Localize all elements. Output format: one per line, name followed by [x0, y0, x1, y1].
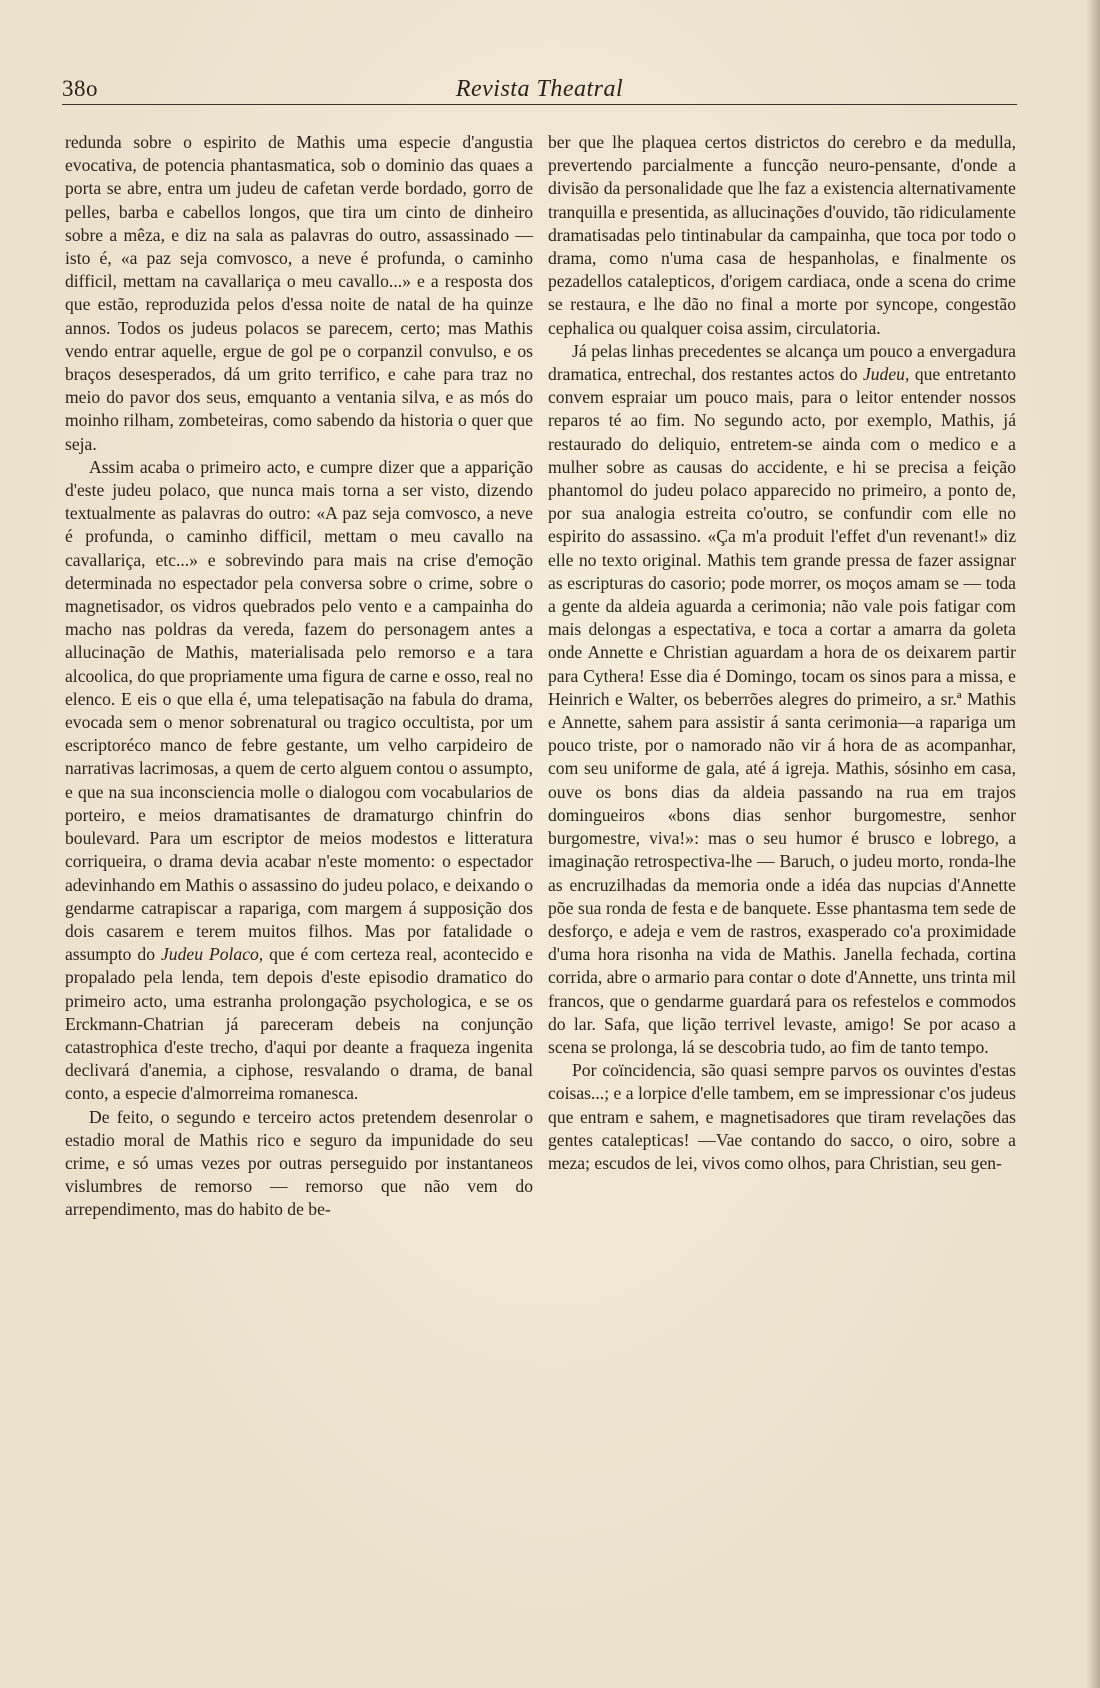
right-column [548, 131, 1016, 1175]
page-header [62, 76, 1017, 105]
left-paragraph-3: De feito, o segundo e terceiro actos pretendem desenrolar o estadio moral de Mathis rico e seguro da impunidade do seu crime, e só umas vezes por outras perseguido por instantaneos vislumbres de remorso — remorso que não vem do arrependimento, mas do habito de be- [65, 1106, 533, 1220]
left-paragraph-1: redunda sobre o espirito de Mathis uma especie d'angustia evocativa, de potencia phantasmatica, sob o dominio das quaes a porta se abre, entra um judeu de cafetan verde bordado, gorro de pelles, barba e cabellos longos, que tira um cinto de dinheiro sobre a mêza, e diz na sala as palavras do outro, assassinado — isto é, «a paz seja comvosco, a neve é profunda, o caminho difficil, mettam na cavallariça o meu cavallo...» e a resposta dos que estão, reproduzida pelos d'essa noite de natal de ha quinze annos. Todos os judeus polacos se parecem, certo; mas Mathis vendo entrar aquelle, ergue de gol pe o corpanzil convulso, e os braços desesperados, dá um grito terrifico, e cahe para traz no meio do pavor dos seus, emquanto a ventania silva, e as mós do moinho rilham, zombeteiras, como sabendo da historia o quer que seja. [65, 132, 533, 454]
right-paragraph-2-text-b: que entretanto convem espraiar um pouco mais, para o leitor entender nossos reparos té ao fim. No segundo acto, por exemplo, Mathis, já restaurado do deliquio, entretem-se ainda com o medico e a mulher sobre as causas do accidente, e hi se precisa a feição phantomol do judeu polaco apparecido no primeiro, a ponto de, por sua analogia estreita co'outro, se confundir com elle no espirito do assassino. «Ça m'a produit l'effet d'un revenant!» diz elle no texto original. Mathis tem grande pressa de fazer assignar as escripturas do casorio; pode morrer, os moços amam se — toda a gente da aldeia aguarda a cerimonia; não vale pois fatigar com mais delongas a espectativa, e toca a cortar a amarra da goleta onde Annette e Christian aguardam a hora de os deixarem partir para Cythera! Esse dia é Domingo, tocam os sinos para a missa, e Heinrich e Walter, os beberrões alegres do primeiro, a sr.ª Mathis e Annette, sahem para assistir á santa cerimonia—a rapariga um pouco triste, por o namorado não vir á hora de as acompanhar, com seu uniforme de gala, até á igreja. Mathis, sósinho em casa, ouve os bons dias da aldeia passando na rua em trajos domingueiros «bons dias senhor burgomestre, senhor burgomestre, viva!»: mas o seu humor é brusco e lobrego, a imaginação retrospectiva-lhe — Baruch, o judeu morto, ronda-lhe as encruzilhadas da memoria onde a idéa das nupcias d'Annette põe sua ronda de festa e de banquete. Esse phantasma tem sede de desforço, e adeja e vem de rastros, exasperado co'a proximidade d'uma hora risonha na vida de Mathis. Janella fechada, cortina corrida, abre o armario para contar o dote d'Annette, uns trinta mil francos, que o gendarme guardará para os refestelos e commodos do lar. Safa, que lição terrivel levaste, amigo! Se por acaso a scena se prolonga, lá se descobria tudo, ao fim de tanto tempo. [548, 364, 1016, 1057]
left-paragraph-2-text-b: que é com certeza real, acontecido e propalado pela lenda, tem depois d'este episodio dramatico do primeiro acto, uma estranha prolongação psychologica, e se os Erckmann-Chatrian já pareceram debeis na conjunção catastrophica d'este trecho, d'aqui por deante a fraqueza ingenita declivará d'anemia, a ciphose, resvalando o drama, de banal conto, a especie d'almorreima romanesca. [65, 944, 533, 1104]
left-paragraph-2 [65, 456, 533, 1106]
page-edge-shadow [1086, 0, 1100, 1688]
left-column [65, 131, 533, 1222]
right-paragraph-3: Por coïncidencia, são quasi sempre parvos os ouvintes d'estas coisas...; e a lorpice d'elle tambem, em se impressionar c'os judeus que entram e sahem, e magnetisadores que tiram revelações das gentes catalepticas! —Vae contando do sacco, o oiro, sobre a meza; escudos de lei, vivos como olhos, para Christian, seu gen- [548, 1060, 1016, 1173]
right-paragraph-1: ber que lhe plaquea certos districtos do cerebro e da medulla, prevertendo parcialmente a funcção neuro-pensante, d'onde a divisão da personalidade que lhe faz a existencia alternativamente tranquilla e presentida, as allucinações d'ouvido, tão ridiculamente dramatisadas pelo tintinabular da campainha, que toca por todo o drama, como n'uma casa de hespanholas, e finalmente os pezadellos catalepticos, d'origem cardiaca, onde a scena do crime se restaura, e lhe dão no final a morte por syncope, congestão cephalica ou qualquer coisa assim, circulatoria. [548, 132, 1016, 338]
left-paragraph-2-text-a: Assim acaba o primeiro acto, e cumpre dizer que a apparição d'este judeu polaco, que nunca mais torna a ser visto, dizendo textualmente as palavras do outro: «A paz seja comvosco, a neve é profunda, o caminho difficil, mettam o meu cavallo na cavallariça, etc...» e sobrevindo para mais na crise d'emoção determinada no espectador pela conversa sobre o crime, sobre o magnetisador, os vidros quebrados pelo vento e a campainha do macho nas poldras da vereda, fazem do personagem antes a allucinação de Mathis, materialisada pelo remorso e a tara alcoolica, do que propriamente uma figura de carne e osso, real no elenco. E eis o que ella é, uma telepatisação na fabula do drama, evocada sem o menor sobrenatural ou tragico occultista, por um escriptoréco manco de febre gestante, um velho carpideiro de narrativas lacrimosas, a quem de certo alguem contou o assumpto, e que na sua inconsciencia molle o dialogou com vocabularios de porteiro, e meios dramatisantes de dramaturgo chinfrin do boulevard. Para um escriptor de meios modestos e litteratura corriqueira, o drama devia acabar n'este momento: o espectador adevinhando em Mathis o assassino do judeu polaco, e deixando o gendarme catrapiscar a rapariga, com margem á supposição dos dois casarem e terem muitos filhos. Mas por fatalidade o assumpto do [65, 456, 533, 965]
running-title: Revista Theatral [455, 76, 624, 102]
right-paragraph-2-text-a: Já pelas linhas precedentes se alcança um pouco a envergadura dramatica, entrechal, dos restantes actos do [548, 340, 1016, 385]
play-title-judeu-polaco: Judeu Polaco, [161, 944, 264, 965]
right-paragraph-2 [548, 340, 1016, 1059]
page-number: 38o [62, 76, 98, 101]
play-title-judeu: Judeu, [862, 364, 910, 385]
